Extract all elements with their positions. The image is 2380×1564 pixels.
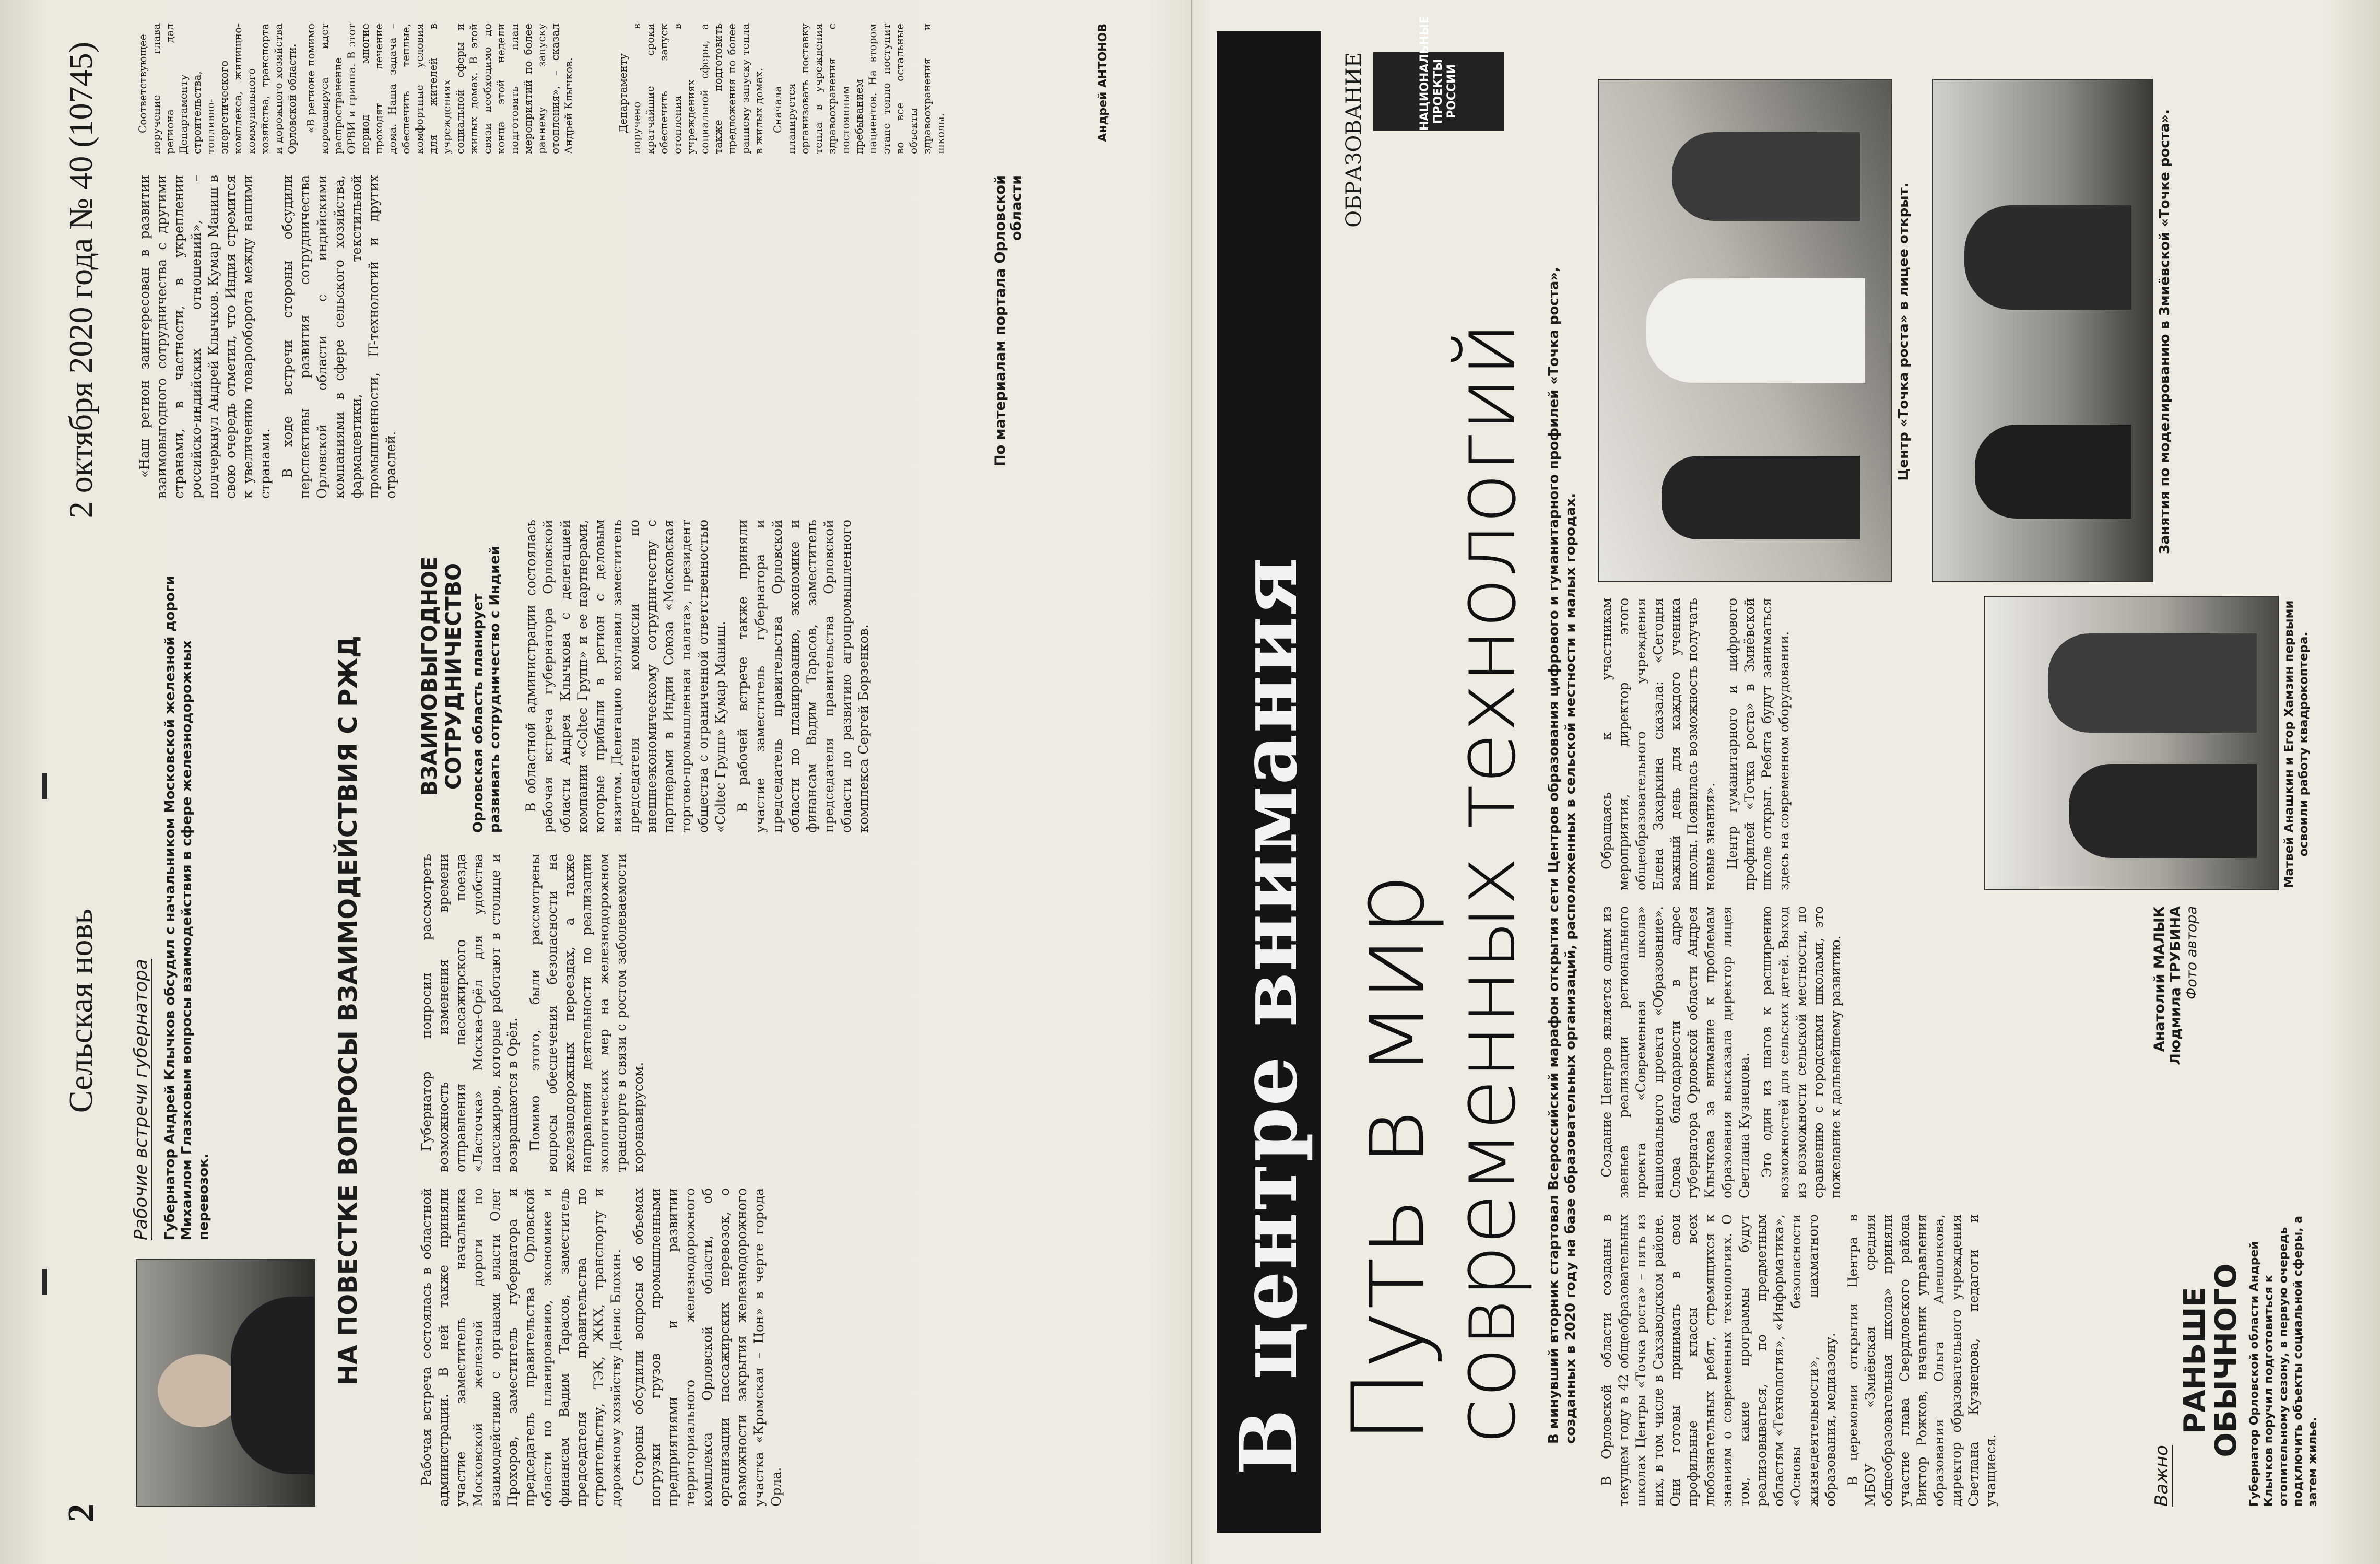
governor-rubric: Рабочие встречи губернатора — [131, 959, 151, 1240]
governor-paragraph: Рабочая встреча состоялась в областной администрации. В ней также приняли участие заместитель начальника Московской железной дороги по взаимодействию с органами власти Олег Прохоров, заместитель губернатора и председатель правительства Орловской области по планированию, экономике и финансам Вадим Тарасов, заместитель председателя правительства по строительству, ТЭК, ЖКХ, транспорту и дорожному хозяйству Денис Блохин. — [419, 1188, 623, 1507]
cooperation-col-2 — [136, 175, 405, 499]
section-tag: ОБРАЗОВАНИЕ — [1342, 52, 1366, 228]
lyceum-caption: Центр «Точка роста» в лицее открыт. — [1896, 182, 1912, 481]
governor-paragraph: Помимо этого, были рассмотрены вопросы обеспечения безопасности на железнодорожных переездах, а также направления деятельности по реализации экологических мер на железнодорожном транспорте в связи с ростом заболеваемости коронавирусом. — [527, 854, 646, 1172]
feature-paragraph: Создание Центров является одним из звеньев реализации регионального проекта «Современная школа» национального проекта «Образование». Слова благодарности в адрес губернатора Орловской области Андрея Клычкова за внимание к проблемам образования высказала директор лицея Светлана Кузнецова. — [1599, 906, 1752, 1198]
badge-line: РОССИИ — [1445, 64, 1458, 119]
important-col-1 — [136, 23, 581, 154]
feature-paragraph: Это один из шагов к расширению возможностей для сельских детей. Выход из возможности сельской местности, по сравнению с городскими школами, это пожелание к дальнейшему развитию. — [1759, 906, 1843, 1198]
feature-col-3 — [1598, 598, 1798, 890]
quadcopter-caption: Матвей Анашкин и Егор Хамзин первыми освоили работу квадрокоптера. — [2282, 600, 2311, 888]
paper-name: Сельская новь — [62, 909, 99, 1113]
important-block — [2151, 1214, 2320, 1507]
scan-mark — [42, 1269, 47, 1295]
national-projects-badge — [1373, 16, 1504, 131]
byline-name: Людмила ТРУБИНА — [2167, 906, 2184, 1065]
badge-line: ПРОЕКТЫ — [1432, 58, 1445, 124]
governor-col-2 — [418, 854, 652, 1172]
feature-byline — [2151, 906, 2200, 1198]
cooperation-paragraph: В областной администрации состоялась рабочая встреча губернатора Орловской области Андрея Клычкова с делегацией компании «Coltec Групп» и ее партнерами, которые прибыли в регион с деловым визитом. Делегацию возглавил заместитель председателя комиссии по внешнеэкономическому сотрудничеству с партнерами в Индии Союза «Московская торгово-промышленная палата», президент общества с ограниченной ответственностью «Coltec Групп» Кумар Маниш. — [523, 520, 728, 833]
cooperation-col-1 — [522, 520, 877, 833]
running-head — [57, 42, 104, 1522]
cooperation-paragraph: В рабочей встрече также приняли участие заместитель губернатора и председатель правительства Орловской области по планированию, экономике и финансам Вадим Тарасов, заместитель председателя правительства Орловской области по развитию агропромышленного комплекса Сергей Борзенков. — [735, 520, 871, 833]
important-byline: Андрей АНТОНОВ — [1097, 23, 1110, 142]
feature-paragraph: Центр гуманитарного и цифрового профилей «Точка роста» в Змиёвской школе открыт. Ребята будут заниматься здесь на современном оборудовании. — [1725, 598, 1792, 890]
important-lead: Губернатор Орловской области Андрей Клычков поручил подготовиться к отопительному сезону, в первую очередь подключить объекты социальной сферы, а затем жилье. — [2248, 1216, 2319, 1507]
badge-line: НАЦИОНАЛЬНЫЕ — [1418, 16, 1431, 131]
important-title: РАНЬШЕ ОБЫЧНОГО — [2178, 1263, 2243, 1457]
important-rubric: Важно — [2151, 1445, 2172, 1507]
cooperation-sub: Орловская область планирует развивать сотрудничество с Индией — [470, 545, 503, 833]
issue-date: 2 октября 2020 года № 40 (10745) — [62, 42, 99, 519]
modeling-caption: Занятия по моделированию в Змиёвской «Точке роста». — [2157, 109, 2173, 555]
feature-col-2 — [1598, 906, 1849, 1198]
important-paragraph: Департаменту поручено в кратчайшие сроки обеспечить запуск отопления в учреждениях социальной сферы, а также подготовить предложения по более раннему запуску тепла в жилых домах. — [617, 23, 765, 154]
governor-photo — [136, 1259, 315, 1507]
cooperation-headline: ВЗАИМОВЫГОДНОЕ СОТРУДНИЧЕСТВО — [418, 556, 466, 796]
cooperation-paragraph: В ходе встречи стороны обсудили перспективы развития сотрудничества Орловской области с индийскими компаниями в сфере сельского хозяйства, фармацевтики, текстильной промышленности, IT-технологий и других отраслей. — [280, 175, 398, 499]
lower-page — [1201, 0, 2380, 1564]
feature-paragraph: В церемонии открытия Центра в МБОУ «Змиёвская средняя общеобразовательная школа» приняли участие глава Свердловского района Виктор Рожков, начальник управления образования Ольга Алешонкова, директор образовательного учреждения Светлана Кузнецова, педагоги и учащиеся. — [1845, 1214, 1998, 1507]
fold-line — [1191, 0, 1192, 1564]
cooperation-paragraph: «Наш регион заинтересован в развитии взаимовыгодного сотрудничества с другими странами, в частности, в укреплении российско-индийских отношений», – подчеркнул Андрей Клычков. Кумар Маниш в свою очередь отметил, что Индия стремится к увеличению товарооборота между нашими странами. — [137, 175, 273, 499]
quadcopter-photo — [1984, 596, 2279, 890]
feature-col-1 — [1598, 1214, 2005, 1507]
governor-paragraph: Губернатор попросил рассмотреть возможность изменения времени отправления пассажирского поезда «Ласточка» Москва-Орёл для удобства пассажиров, которые работают в столице и возвращаются в Орёл. — [419, 854, 520, 1172]
important-paragraph: Сначала планируется организовать поставку тепла в учреждения здравоохранения с постоянным пребыванием пациентов. На втором этапе тепло поступит во все остальные объекты здравоохранения и школы. — [771, 23, 947, 154]
byline-prefix: Анатолий МАЛЫК — [2151, 906, 2167, 1052]
feature-title-2: современных технологий — [1436, 322, 1534, 1444]
upper-page — [0, 0, 1185, 1564]
governor-rubric-box — [131, 614, 152, 1240]
modeling-photo — [1932, 79, 2153, 582]
feature-paragraph: Обращаясь к участникам мероприятия, директор этого общеобразовательного учреждения Елена Захаркина сказала: «Сегодня важный день для каждого ученика школы. Появилась возможность получать новые знания». — [1599, 598, 1717, 890]
page-number: 2 — [60, 1503, 102, 1522]
important-col-2 — [616, 23, 952, 154]
governor-paragraph: Стороны обсудили вопросы об объемах погрузки грузов промышленными предприятиями и развитии территориального железнодорожного комплекса Орловской области, об организации пассажирских перевозок, о возможности закрытия железнодорожного участка «Кромская – Цон» в черте города Орла. — [631, 1188, 784, 1507]
governor-lead: Губернатор Андрей Клычков обсудил с начальником Московской железной дороги Михаилом Глазковым вопросы взаимодействия в сфере железнодорожных перевозок. — [162, 575, 211, 1240]
important-paragraph: «В регионе помимо коронавируса идет распространение ОРВИ и гриппа. В этот период многие проходят лечение дома. Наша задача – обеспечить теплые, комфортные условия для жителей в учреждениях социальной сферы и жилых домах. В этой связи необходимо до конца этой недели подготовить план мероприятий по более раннему запуску отопления», – сказал Андрей Клычков. — [304, 23, 575, 154]
feature-title-1: Путь в мир — [1331, 873, 1446, 1444]
governor-col-1 — [418, 1188, 790, 1507]
important-paragraph: Соответствующее поручение глава региона дал Департаменту строительства, топливно-энергетического комплекса, жилищно-коммунального хозяйства, транспорта и дорожного хозяйства Орловской области. — [136, 23, 298, 154]
feature-paragraph: В Орловской области созданы в текущем году в 42 общеобразовательных школах Центры «Точка роста» – пять из них, в том числе в Сахзаводском районе. Они готовы принимать в свои профильные классы всех любознательных ребят, стремящихся к знаниям о современных технологиях. О том, какие программы будут реализовываться, по предметным областям «Технология», «Информатика», «Основы безопасности жизнедеятельности», шахматного образования, медиазону. — [1599, 1214, 1838, 1507]
scan-mark — [42, 773, 47, 799]
section-banner: В центре внимания — [1217, 31, 1321, 1533]
byline-extra: Фото автора — [2184, 906, 2200, 999]
governor-source: По материалам портала Орловской области — [992, 175, 1024, 467]
governor-headline: НА ПОВЕСТКЕ ВОПРОСЫ ВЗАИМОДЕЙСТВИЯ С РЖД — [334, 636, 363, 1385]
lyceum-photo — [1598, 79, 1892, 582]
feature-lead: В минувший вторник стартовал Всероссийский марафон открытия сети Центров образования цифрового и гуманитарного профилей «Точка роста», созданных в 2020 году на базе образовательных организаций, расположенных в сельской местности и малых городах. — [1546, 266, 1578, 1444]
